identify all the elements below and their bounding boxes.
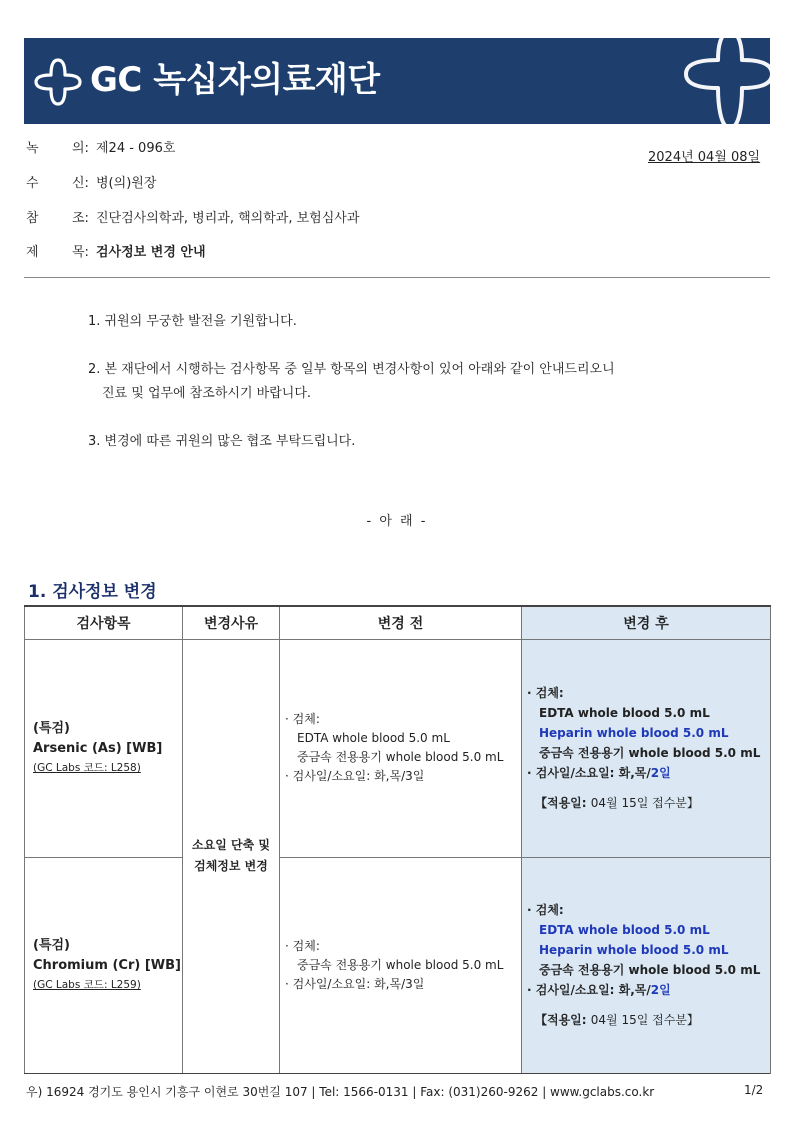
footer-divider [24, 1073, 770, 1074]
after-cell: · 검체: EDTA whole blood 5.0 mL Heparin whole blood 5.0 mL 중금속 전용용기 whole blood 5.0 mL · 검사일/소요일: 화,목/2일 【적용일: 04월 15일 접수분】 [522, 857, 771, 1073]
after-cell: · 검체: EDTA whole blood 5.0 mL Heparin whole blood 5.0 mL 중금속 전용용기 whole blood 5.0 mL · 검사일/소요일: 화,목/2일 【적용일: 04월 15일 접수분】 [522, 639, 771, 857]
reason-cell: 소요일 단축 및 검체정보 변경 [183, 639, 280, 1073]
header-reason: 변경사유 [183, 606, 280, 639]
paragraph-1: 1. 귀원의 무궁한 발전을 기원합니다. [88, 314, 297, 329]
header-before: 변경 전 [280, 606, 522, 639]
header-banner [24, 38, 770, 124]
gc-cross-logo-icon [32, 56, 84, 108]
item-cell: (특검) Chromium (Cr) [WB] (GC Labs 코드: L259) [25, 857, 183, 1073]
table-row [25, 857, 771, 1073]
table-header-row [25, 606, 771, 639]
below-marker: - 아 래 - [366, 514, 428, 529]
header-divider [24, 277, 770, 278]
section-title: 1. 검사정보 변경 [28, 582, 157, 602]
before-cell: · 검체: EDTA whole blood 5.0 mL 중금속 전용용기 whole blood 5.0 mL · 검사일/소요일: 화,목/3일 [280, 639, 522, 857]
logo-text: GC 녹십자의료재단 [90, 60, 380, 100]
item-cell: (특검) Arsenic (As) [WB] (GC Labs 코드: L258) [25, 639, 183, 857]
document-date: 2024년 04월 08일 [648, 150, 761, 165]
before-cell: · 검체: 중금속 전용용기 whole blood 5.0 mL · 검사일/소요일: 화,목/3일 [280, 857, 522, 1073]
table-row [25, 639, 771, 857]
footer-address: 우) 16924 경기도 용인시 기흥구 이현로 30번길 107 | Tel: 1566-0131 | Fax: (031)260-9262 | www.gclabs.co.kr [26, 1085, 655, 1099]
header-item: 검사항목 [25, 606, 183, 639]
header-after: 변경 후 [522, 606, 771, 639]
paragraph-2: 2. 본 재단에서 시행하는 검사항목 중 일부 항목의 변경사항이 있어 아래와 같이 안내드리오니 진료 및 업무에 참조하시기 바랍니다. [88, 362, 615, 401]
change-info-table [24, 605, 771, 1074]
decorative-cross-icon [680, 38, 770, 124]
paragraph-3: 3. 변경에 따른 귀원의 많은 협조 부탁드립니다. [88, 434, 356, 449]
page-number: 1/2 [744, 1083, 764, 1097]
